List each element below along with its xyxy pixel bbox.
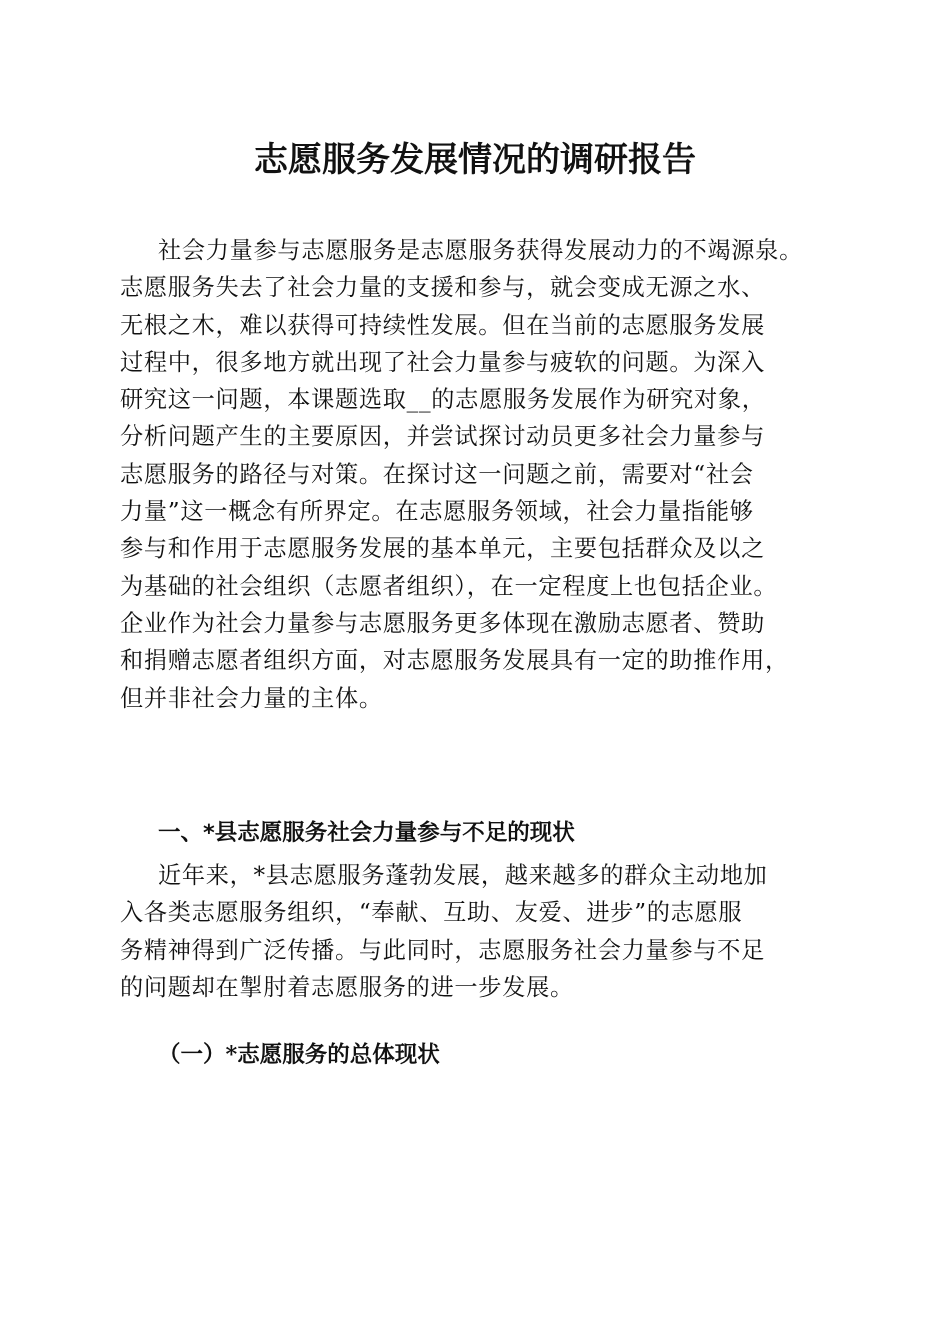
paragraph-line: 企业作为社会力量参与志愿服务更多体现在激励志愿者、赞助: [120, 609, 765, 637]
section-heading: 一、*县志愿服务社会力量参与不足的现状: [158, 820, 575, 846]
paragraph-line: 研究这一问题，本课题选取__的志愿服务发展作为研究对象，: [120, 386, 766, 414]
paragraph-line: 力量”这一概念有所界定。在志愿服务领域，社会力量指能够: [120, 498, 754, 526]
paragraph-line: 务精神得到广泛传播。与此同时，志愿服务社会力量参与不足: [120, 936, 765, 964]
intro-paragraph: [120, 232, 830, 717]
paragraph-line: 为基础的社会组织（志愿者组织），在一定程度上也包括企业。: [120, 572, 778, 600]
subsection-heading: （一）*志愿服务的总体现状: [158, 1042, 440, 1068]
paragraph-line: 过程中，很多地方就出现了社会力量参与疲软的问题。为深入: [120, 348, 765, 376]
paragraph-line: 和捐赠志愿者组织方面，对志愿服务发展具有一定的助推作用，: [120, 647, 789, 675]
paragraph-line: 志愿服务的路径与对策。在探讨这一问题之前，需要对“社会: [120, 460, 754, 488]
paragraph-line: 分析问题产生的主要原因，并尝试探讨动员更多社会力量参与: [120, 423, 765, 451]
paragraph-line: 志愿服务失去了社会力量的支援和参与，就会变成无源之水、: [120, 274, 765, 302]
paragraph-line: 入各类志愿服务组织，“奉献、互助、友爱、进步”的志愿服: [120, 899, 743, 927]
paragraph-line: 社会力量参与志愿服务是志愿服务获得发展动力的不竭源泉。: [158, 237, 803, 264]
paragraph-line: 参与和作用于志愿服务发展的基本单元，主要包括群众及以之: [120, 535, 765, 563]
paragraph-line: 的问题却在掣肘着志愿服务的进一步发展。: [120, 973, 574, 1001]
document-title: 志愿服务发展情况的调研报告: [254, 140, 696, 180]
paragraph-line: 无根之木，难以获得可持续性发展。但在当前的志愿服务发展: [120, 311, 765, 339]
paragraph-line: 近年来，*县志愿服务蓬勃发展，越来越多的群众主动地加: [158, 862, 768, 889]
paragraph-line: 但并非社会力量的主体。: [120, 684, 383, 712]
section-paragraph: [120, 857, 830, 1006]
